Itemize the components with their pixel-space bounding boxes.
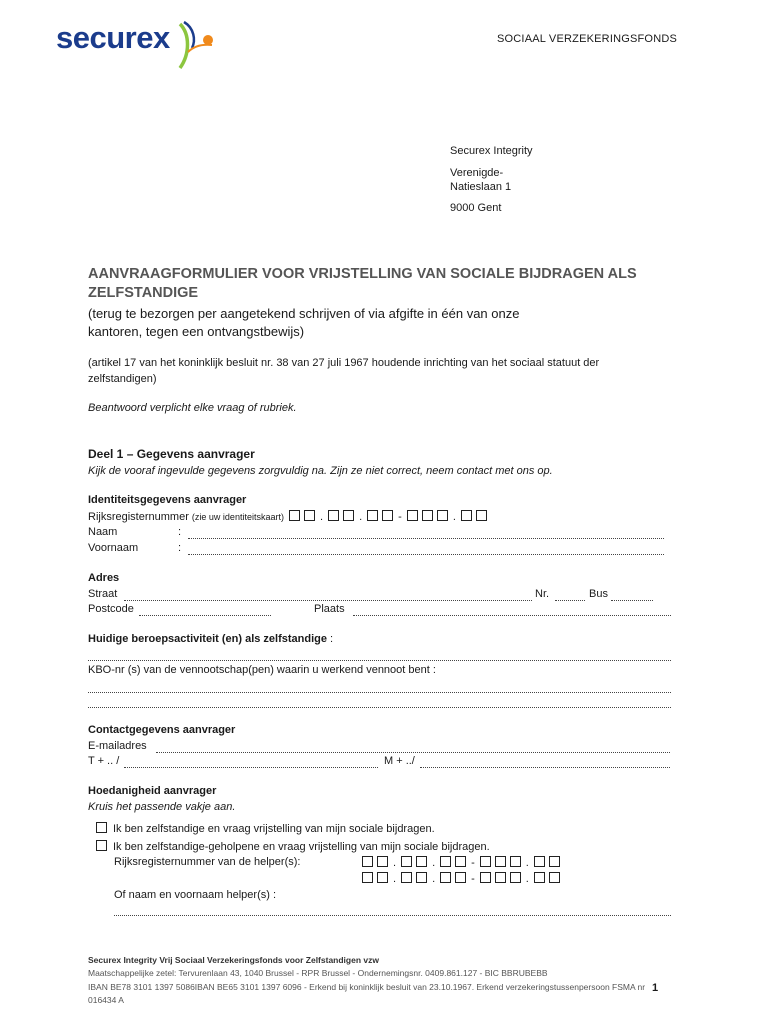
rrn-box[interactable] <box>476 510 487 521</box>
title-line-2: ZELFSTANDIGE <box>88 285 199 301</box>
rrn-separator: . <box>393 857 397 869</box>
kbo-field-1[interactable] <box>88 682 671 693</box>
part1-intro: Kijk de vooraf ingevulde gegevens zorgvuldig na. Zijn ze niet correct, neem contact met ons op. <box>88 465 553 477</box>
document-subtitle <box>88 305 608 341</box>
rrn-box[interactable] <box>416 856 427 867</box>
fund-label: SOCIAAL VERZEKERINGSFONDS <box>497 33 678 45</box>
bus-field[interactable] <box>611 590 653 601</box>
helper-rrn-label: Rijksregisternummer van de helper(s): <box>114 856 301 868</box>
nr-label: Nr. <box>535 588 550 600</box>
securex-logo <box>56 18 226 74</box>
document-title <box>88 265 688 303</box>
helper-rrn-row-1 <box>360 856 562 869</box>
rrn-separator: . <box>359 511 363 523</box>
name-field[interactable] <box>188 528 664 539</box>
phone-label: T + .. / <box>88 755 120 767</box>
checkbox[interactable] <box>96 840 107 851</box>
email-label: E-mailadres <box>88 740 147 752</box>
firstname-colon: : <box>178 542 182 554</box>
contact-heading: Contactgegevens aanvrager <box>88 724 236 736</box>
firstname-label: Voornaam <box>88 542 139 554</box>
rrn-separator: . <box>525 873 529 885</box>
mobile-field[interactable] <box>420 757 670 768</box>
rrn-box[interactable] <box>495 872 506 883</box>
capacity-intro: Kruis het passende vakje aan. <box>88 801 236 813</box>
rrn-separator: . <box>393 873 397 885</box>
rrn-box[interactable] <box>422 510 433 521</box>
legal-reference <box>88 355 688 387</box>
kbo-label: KBO-nr (s) van de vennootschap(pen) waarin u werkend vennoot bent : <box>88 664 436 676</box>
street-label: Straat <box>88 588 118 600</box>
rrn-box[interactable] <box>437 510 448 521</box>
rrn-box[interactable] <box>377 856 388 867</box>
rrn-box[interactable] <box>362 856 373 867</box>
rrn-separator: - <box>471 857 475 869</box>
address-street-2: Natieslaan 1 <box>450 181 512 193</box>
rrn-box[interactable] <box>377 872 388 883</box>
rrn-box[interactable] <box>480 872 491 883</box>
nr-field[interactable] <box>555 590 585 601</box>
rrn-label: Rijksregisternummer <box>88 511 189 523</box>
rrn-box[interactable] <box>495 856 506 867</box>
rrn-hint: (zie uw identiteitskaart) <box>191 512 284 522</box>
rrn-box[interactable] <box>549 856 560 867</box>
rrn-box[interactable] <box>362 872 373 883</box>
rrn-box[interactable] <box>407 510 418 521</box>
logo-text: securex <box>56 20 170 55</box>
title-line-1: AANVRAAGFORMULIER VOOR VRIJSTELLING VAN SOCIALE BIJDRAGEN ALS <box>88 266 637 282</box>
rrn-box[interactable] <box>289 510 300 521</box>
activity-field[interactable] <box>88 650 671 661</box>
rrn-box[interactable] <box>416 872 427 883</box>
option-self-employed-label: Ik ben zelfstandige en vraag vrijstelling van mijn sociale bijdragen. <box>113 823 435 835</box>
rrn-box[interactable] <box>534 856 545 867</box>
address-name: Securex Integrity <box>450 145 533 157</box>
footer-company: Securex Integrity Vrij Sociaal Verzekeringsfonds voor Zelfstandigen vzw <box>88 955 379 965</box>
plaats-field[interactable] <box>353 605 671 616</box>
kbo-field-2[interactable] <box>88 697 671 708</box>
subtitle-line-2: kantoren, tegen een ontvangstbewijs) <box>88 324 305 339</box>
rrn-box[interactable] <box>382 510 393 521</box>
rrn-box[interactable] <box>440 872 451 883</box>
part1-heading: Deel 1 – Gegevens aanvrager <box>88 447 255 461</box>
rrn-separator: . <box>452 511 456 523</box>
postcode-label: Postcode <box>88 603 134 615</box>
mandatory-note: Beantwoord verplicht elke vraag of rubriek. <box>88 402 297 414</box>
rrn-box[interactable] <box>461 510 472 521</box>
firstname-field[interactable] <box>188 544 664 555</box>
address-city: 9000 Gent <box>450 202 502 214</box>
rrn-box[interactable] <box>401 856 412 867</box>
rrn-box[interactable] <box>328 510 339 521</box>
bus-label: Bus <box>589 588 608 600</box>
option-helper-label: Ik ben zelfstandige-geholpene en vraag vrijstelling van mijn sociale bijdragen. <box>113 841 490 853</box>
identity-heading: Identiteitsgegevens aanvrager <box>88 494 247 506</box>
rrn-separator: . <box>432 873 436 885</box>
rrn-box[interactable] <box>304 510 315 521</box>
footer-bank: IBAN BE78 3101 1397 5086IBAN BE65 3101 1397 6096 - Erkend bij koninklijk besluit van 23.10.1967. Erkend verzekeringstussenpersoon FSMA nr <box>88 982 646 992</box>
helper-rrn-row-2 <box>360 872 562 885</box>
rrn-box[interactable] <box>401 872 412 883</box>
article-line-2: zelfstandigen) <box>88 373 157 385</box>
option-helper[interactable] <box>96 840 490 853</box>
checkbox[interactable] <box>96 822 107 833</box>
plaats-label: Plaats <box>314 603 345 615</box>
logo-swoosh-icon <box>174 18 226 72</box>
activity-heading: Huidige beroepsactiviteit (en) als zelfstandige <box>88 633 327 645</box>
rrn-separator: . <box>525 857 529 869</box>
activity-colon: : <box>327 633 334 645</box>
rrn-separator: . <box>320 511 324 523</box>
rrn-box[interactable] <box>510 856 521 867</box>
phone-field[interactable] <box>124 757 378 768</box>
page-number: 1 <box>652 982 659 994</box>
mobile-label: M + ../ <box>384 755 415 767</box>
rrn-box[interactable] <box>455 856 466 867</box>
rrn-box[interactable] <box>455 872 466 883</box>
rrn-box[interactable] <box>549 872 560 883</box>
rrn-box[interactable] <box>510 872 521 883</box>
postcode-field[interactable] <box>139 605 271 616</box>
subtitle-line-1: (terug te bezorgen per aangetekend schrijven of via afgifte in één van onze <box>88 306 520 321</box>
rrn-separator: - <box>398 511 402 523</box>
name-label: Naam <box>88 526 118 538</box>
activity-heading-row <box>88 633 333 645</box>
rrn-box[interactable] <box>367 510 378 521</box>
rrn-box[interactable] <box>440 856 451 867</box>
rrn-row <box>88 510 489 523</box>
rrn-box[interactable] <box>480 856 491 867</box>
footer-address: Maatschappelijke zetel: Tervurenlaan 43, 1040 Brussel - RPR Brussel - Ondernemingsnr. 0409.861.127 - BIC BBRUBEBB <box>88 968 548 978</box>
rrn-separator: . <box>432 857 436 869</box>
option-self-employed[interactable] <box>96 822 435 835</box>
helper-name-label: Of naam en voornaam helper(s) : <box>114 889 277 901</box>
rrn-box[interactable] <box>534 872 545 883</box>
footer-fsma: 016434 A <box>88 995 124 1005</box>
street-field[interactable] <box>124 590 532 601</box>
rrn-box[interactable] <box>343 510 354 521</box>
address-street-1: Verenigde- <box>450 167 504 179</box>
helper-name-field[interactable] <box>114 905 671 916</box>
address-heading: Adres <box>88 572 120 584</box>
email-field[interactable] <box>156 742 670 753</box>
rrn-separator: - <box>471 873 475 885</box>
capacity-heading: Hoedanigheid aanvrager <box>88 785 217 797</box>
name-colon: : <box>178 526 182 538</box>
article-line-1: (artikel 17 van het koninklijk besluit nr. 38 van 27 juli 1967 houdende inrichting van het sociaal statuut der <box>88 357 600 369</box>
